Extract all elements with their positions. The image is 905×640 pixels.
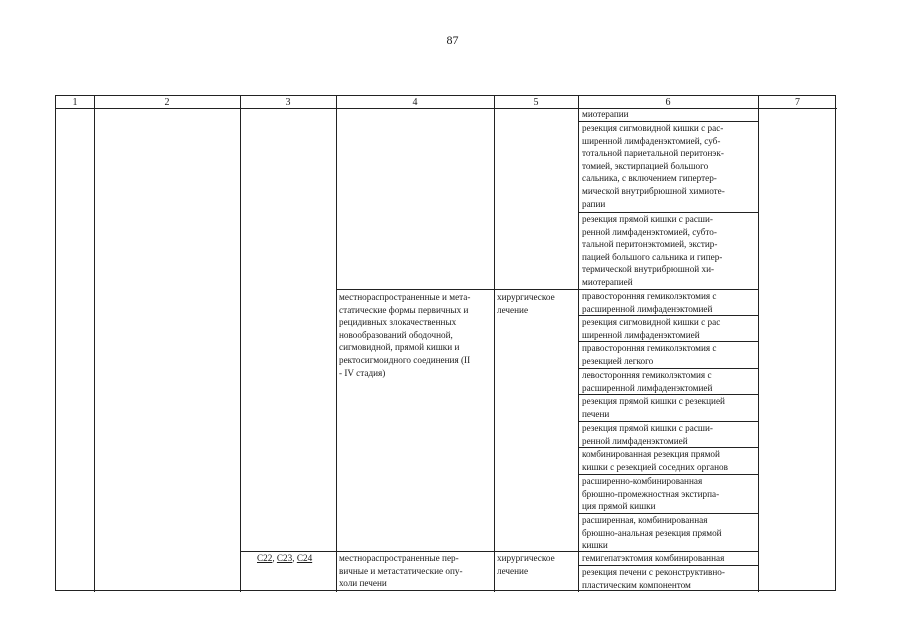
treatment-text: комбинированная резекция прямой кишки с резекцией соседних органов bbox=[582, 449, 728, 472]
col-header-4: 4 bbox=[412, 97, 418, 108]
treatment-text: резекция прямой кишки с расши- ренной лимфаденэктомией bbox=[582, 423, 713, 446]
treatment-text: правосторонняя гемиколэктомия с расширенной лимфаденэктомией bbox=[582, 291, 717, 314]
treatment-text: левосторонняя гемиколэктомия с расширенной лимфаденэктомией bbox=[582, 370, 713, 393]
treatment-text: гемигепатэктомия комбинированная bbox=[582, 553, 725, 563]
condition-text: местнораспространенные пер- вичные и метастатические опу- холи печени bbox=[339, 553, 463, 589]
treatment-text: резекция прямой кишки с расши- ренной лимфаденэктомией, субто- тальной перитонэктомией, экстир- пацией большого сальника и гипер- термической внутрибрюшной хи- миотерапией bbox=[582, 214, 723, 287]
code-separator: , bbox=[272, 553, 277, 563]
medical-procedures-table bbox=[55, 95, 836, 591]
diagnosis-code-link[interactable]: C23 bbox=[276, 553, 293, 563]
grid-line bbox=[578, 96, 579, 592]
treatment-type: хирургическое лечение bbox=[497, 553, 555, 576]
treatment-type: хирургическое лечение bbox=[497, 292, 555, 315]
col-header-6: 6 bbox=[665, 97, 671, 108]
grid-line bbox=[758, 96, 759, 592]
treatment-text: миотерапии bbox=[582, 109, 629, 119]
grid-line bbox=[94, 96, 95, 592]
col-header-2: 2 bbox=[164, 97, 170, 108]
col-header-1: 1 bbox=[72, 97, 78, 108]
treatment-text: резекция сигмовидной кишки с рас- ширенной лимфаденэктомией, суб- тотальной париетальной перитонэк- томией, экстирпацией большого сальника, с включением гипертер- мической внутрибрюшной химиоте- рапии bbox=[582, 123, 725, 209]
treatment-text: резекция сигмовидной кишки с рас ширенной лимфаденэктомией bbox=[582, 317, 721, 340]
diagnosis-codes bbox=[257, 552, 312, 565]
treatment-text: расширенная, комбинированная брюшно-анальная резекция прямой кишки bbox=[582, 515, 722, 551]
diagnosis-code-link[interactable]: C24 bbox=[296, 553, 313, 563]
code-separator: , bbox=[292, 553, 297, 563]
header-divider bbox=[56, 108, 837, 109]
treatment-text: расширенно-комбинированная брюшно-промежностная экстирпа- ция прямой кишки bbox=[582, 476, 720, 512]
treatment-text: резекция прямой кишки с резекцией печени bbox=[582, 396, 725, 419]
col-header-3: 3 bbox=[285, 97, 291, 108]
grid-line bbox=[336, 96, 337, 592]
grid-line bbox=[240, 96, 241, 592]
diagnosis-code-link[interactable]: C22 bbox=[257, 553, 273, 563]
page-number: 87 bbox=[446, 33, 459, 47]
col-header-7: 7 bbox=[795, 97, 800, 108]
col-header-5: 5 bbox=[533, 97, 539, 108]
treatment-text: правосторонняя гемиколэктомия с резекцией легкого bbox=[582, 343, 717, 366]
treatment-text: резекция печени с реконструктивно- пластическим компонентом bbox=[582, 567, 725, 590]
condition-text: местнораспространенные и мета- статические формы первичных и рецидивных злокачественных новообразований ободочной, сигмовидной, прямой кишки и ректосигмоидного соединения (II - IV стадия) bbox=[339, 292, 471, 378]
grid-line bbox=[494, 96, 495, 592]
